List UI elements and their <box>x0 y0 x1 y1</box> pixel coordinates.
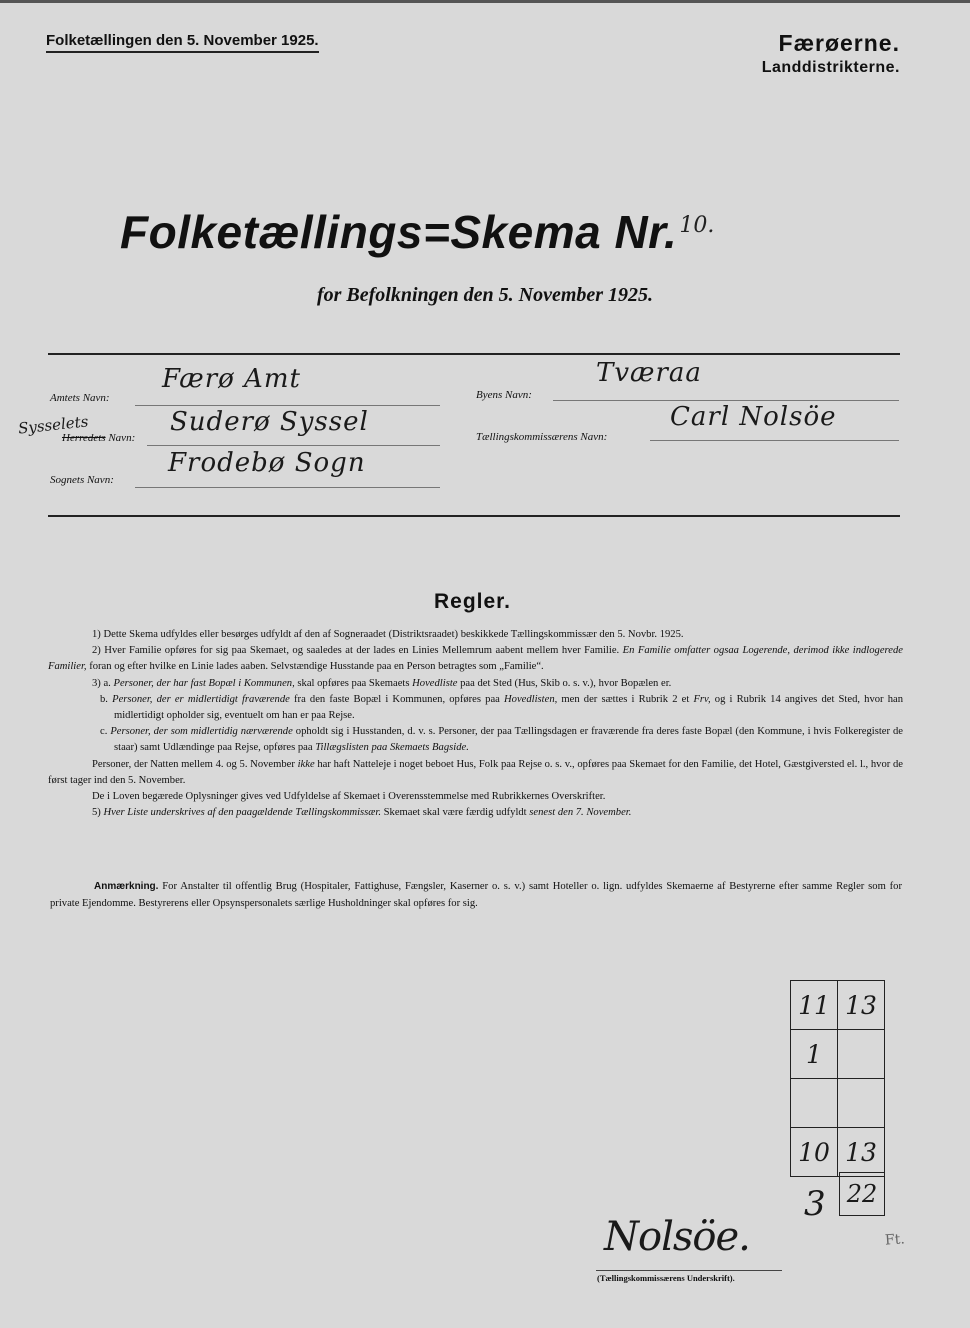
tally-row <box>791 1030 885 1079</box>
rules-heading: Regler. <box>433 590 512 613</box>
herred-label-rest: Navn: <box>105 432 136 444</box>
rule-3c-italic-2: Tillægslisten paa Skemaets Bagside. <box>315 742 469 754</box>
rule-3c <box>48 724 903 756</box>
rule-3b-text-2: men der sættes i Rubrik 2 et <box>557 693 694 705</box>
kommissaer-value-handwritten: Carl Nolsöe <box>670 402 837 432</box>
rule-5 <box>48 805 903 821</box>
tally-extra-number: 3 <box>804 1184 826 1224</box>
rule-4-italic: ikke <box>297 758 315 770</box>
rule-3c-text: opholdt sig i Husstanden, d. v. s. Personer, der paa Tællingsdagen er fraværende fra deres faste Bopæl (den Kommune, i hvis Folkeregister de staar) samt Udlændinge paa Rejse, opføres paa <box>114 726 903 754</box>
rule-3b-text: fra den faste Bopæl i Kommunen, opføres paa <box>289 693 505 705</box>
rule-3a-italic: Personer, der har fast Bopæl i Kommunen, <box>113 677 295 689</box>
tally-cell: 13 <box>838 1128 885 1177</box>
amt-label: Amtets Navn: <box>50 392 110 404</box>
rule-5-number: 5) <box>92 807 104 819</box>
remark-text: For Anstalter til offentlig Brug (Hospitaler, Fattighuse, Fængsler, Kaserner o. s. v.) samt Hoteller o. lign. udfyldes Skemaerne af Bestyrerne efter samme Regler som for private Ejendomme. Bestyrerens eller Opsynspersonalets særlige Husholdninger skal opføres for sig. <box>50 881 902 909</box>
rule-2 <box>48 643 903 675</box>
by-value-handwritten: Tværaa <box>596 358 702 388</box>
form-title-text: Folketællings=Skema Nr. <box>120 206 678 258</box>
signature-caption: (Tællingskommissærens Underskrift). <box>597 1273 735 1283</box>
amt-line <box>135 405 440 406</box>
rule-3b <box>48 692 903 724</box>
rule-3b-italic-2: Hovedlisten, <box>504 693 558 705</box>
rule-5-italic-2: senest den 7. November. <box>529 807 632 819</box>
by-line <box>553 400 899 401</box>
region-block <box>762 30 900 77</box>
signature-handwritten: Nolsöe. <box>604 1214 750 1260</box>
bottom-rule <box>48 515 900 517</box>
rule-4 <box>48 757 903 789</box>
tally-row <box>791 981 885 1030</box>
herred-line <box>147 445 440 446</box>
rule-4-text-end: har haft Natteleje i noget beboet Hus, Folk paa Rejse o. s. v., opføres paa Skemaet for den Familie, det Hotel, Gæstgiversted el. l., hvor de først tager ind den 5. November. <box>48 758 903 786</box>
rule-3b-italic-3: Frv, <box>693 693 711 705</box>
rule-3a-text: skal opføres paa Skemaets <box>294 677 413 689</box>
rule-3a-number: 3) a. <box>92 677 114 689</box>
form-number-handwritten: 10. <box>679 213 715 238</box>
rules-list <box>48 627 903 821</box>
tally-cell: 11 <box>791 981 838 1030</box>
signature-line <box>596 1270 782 1271</box>
tally-cell <box>838 1079 885 1128</box>
tally-cell: 10 <box>791 1128 838 1177</box>
rule-4-continued: De i Loven begærede Oplysninger gives ved Udfyldelse af Skemaet i Overensstemmelse med Rubrikkernes Overskrifter. <box>92 791 606 803</box>
form-subtitle: for Befolkningen den 5. November 1925. <box>316 284 654 306</box>
rule-2-italic: En Familie omfatter ogsaa Logerende, derimod ikke indlogerede Familier, <box>48 645 903 673</box>
tally-row <box>791 1079 885 1128</box>
rule-3a-italic-2: Hovedliste <box>412 677 458 689</box>
top-border <box>0 0 970 3</box>
tally-cell <box>838 1030 885 1079</box>
tally-row <box>791 1128 885 1177</box>
sogn-line <box>135 487 440 488</box>
kommissaer-label: Tællingskommissærens Navn: <box>476 431 608 443</box>
rule-2-text: 2) Hver Familie opføres for sig paa Skemaet, og saaledes at der lades en Linies Mellemrum aabent mellem hver Familie. <box>92 645 623 657</box>
sogn-value-handwritten: Frodebø Sogn <box>168 448 366 478</box>
remark-note <box>50 878 902 912</box>
tally-cell <box>791 1079 838 1128</box>
tally-table <box>790 980 885 1177</box>
herred-value-handwritten: Suderø Syssel <box>170 407 369 437</box>
top-rule <box>48 353 900 355</box>
region-name: Færøerne. <box>778 30 900 56</box>
tally-cell: 13 <box>838 981 885 1030</box>
rule-3b-italic: Personer, der er midlertidigt fraværende <box>112 693 290 705</box>
form-title <box>120 205 714 259</box>
rule-1: 1) Dette Skema udfyldes eller besørges udfyldt af den af Sogneraadet (Distriktsraadet) beskikkede Tællingskommissær den 5. Novbr. 1925. <box>92 629 684 640</box>
rule-3a-text-end: paa det Sted (Hus, Skib o. s. v.), hvor Bopælen er. <box>457 677 672 689</box>
rule-3b-text-end: og i Rubrik 14 angives det Sted, hvor han midlertidigt opholder sig, eventuelt om han er paa Rejse. <box>114 693 904 722</box>
herred-prefix-handwritten: Sysselets <box>17 412 90 438</box>
herred-label-struck: Herredets <box>62 432 106 444</box>
rule-3a <box>48 676 903 692</box>
rule-3b-letter: b. <box>100 693 113 705</box>
corner-note-handwritten: Ft. <box>884 1231 906 1249</box>
tally-extra-box: 22 <box>839 1172 885 1216</box>
amt-value-handwritten: Færø Amt <box>162 364 301 394</box>
remark-label: Anmærkning. <box>94 881 159 892</box>
rule-3c-italic: Personer, der som midlertidig nærværende <box>110 726 293 738</box>
by-label: Byens Navn: <box>476 389 532 401</box>
kommissaer-line <box>650 440 899 441</box>
census-date-header: Folketællingen den 5. November 1925. <box>46 32 319 53</box>
subregion-name: Landdistrikterne. <box>761 59 900 76</box>
rule-5-text: Skemaet skal være færdig udfyldt <box>380 807 530 819</box>
sogn-label: Sognets Navn: <box>50 474 114 486</box>
tally-cell: 1 <box>791 1030 838 1079</box>
rule-5-italic: Hver Liste underskrives af den paagældende Tællingskommissær. <box>103 807 381 819</box>
rule-4-text: Personer, der Natten mellem 4. og 5. November <box>92 758 298 770</box>
herred-label <box>62 432 135 444</box>
rule-3c-letter: c. <box>100 726 111 738</box>
rule-2-text-end: foran og efter hvilke en Linie lades aaben. Selvstændige Husstande paa en Person betragtes som „Familie“. <box>86 661 544 673</box>
